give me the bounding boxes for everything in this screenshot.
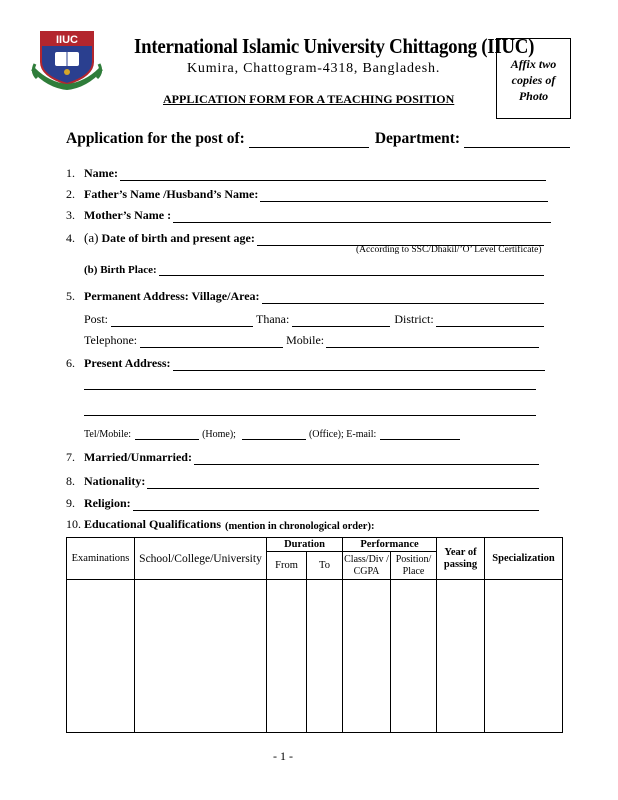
father-label: Father’s Name /Husband’s Name: <box>84 187 259 201</box>
married-row <box>84 450 539 465</box>
birth-place-field[interactable] <box>159 265 544 276</box>
post-office-field[interactable] <box>111 316 253 327</box>
married-field[interactable] <box>194 454 539 465</box>
department-label: Department: <box>374 130 461 147</box>
form-title: APPLICATION FORM FOR A TEACHING POSITION <box>163 92 455 106</box>
perm-address-field[interactable] <box>262 293 544 304</box>
item-number: 2. <box>66 187 75 201</box>
home-label: (Home); <box>202 429 236 440</box>
home-phone-field[interactable] <box>135 430 199 440</box>
education-note: (mention in chronological order): <box>225 521 375 532</box>
photo-box <box>496 38 571 119</box>
present-address-label: Present Address: <box>84 356 171 370</box>
office-phone-field[interactable] <box>242 430 306 440</box>
mobile-field[interactable] <box>326 337 539 348</box>
col-duration: Duration <box>267 538 343 552</box>
table-cell[interactable] <box>307 580 343 733</box>
mother-label: Mother’s Name : <box>84 208 172 222</box>
dob-note: (According to SSC/Dhakil/’O’ Level Certificate) <box>356 245 542 255</box>
post-line <box>66 130 570 148</box>
dob-row <box>84 230 544 246</box>
religion-label: Religion: <box>84 496 131 510</box>
table-cell[interactable] <box>485 580 563 733</box>
university-name: International Islamic University Chittagong (IIUC) <box>134 34 535 58</box>
married-label: Married/Unmarried: <box>84 450 192 464</box>
post-label-addr: Post: <box>84 312 109 326</box>
photo-box-line-2: copies of <box>511 73 556 87</box>
tel-mobile-row <box>84 429 460 440</box>
col-position: Position/ Place <box>391 552 437 580</box>
mobile-label: Mobile: <box>286 333 325 347</box>
education-heading <box>84 517 374 532</box>
dob-label: Date of birth and present age: <box>101 231 255 245</box>
table-cell[interactable] <box>135 580 267 733</box>
item-number: 5. <box>66 289 75 303</box>
item-number: 8. <box>66 474 75 488</box>
table-cell[interactable] <box>67 580 135 733</box>
name-row <box>84 166 546 181</box>
table-cell[interactable] <box>267 580 307 733</box>
post-label: Application for the post of: <box>66 130 245 147</box>
email-field[interactable] <box>380 430 460 440</box>
father-row <box>84 187 548 202</box>
table-cell[interactable] <box>437 580 485 733</box>
birth-place-row <box>84 264 544 276</box>
nationality-label: Nationality: <box>84 474 146 488</box>
name-field[interactable] <box>120 170 546 181</box>
birth-place-label: (b) Birth Place: <box>84 264 157 276</box>
col-to: To <box>307 552 343 580</box>
col-school: School/College/University <box>135 538 267 580</box>
item-number: 3. <box>66 208 75 222</box>
dob-a-label: (a) <box>84 230 99 245</box>
col-specialization: Specialization <box>485 538 563 580</box>
present-address-row <box>84 356 545 371</box>
name-label: Name: <box>84 166 118 180</box>
table-row <box>67 580 563 733</box>
col-year: Year of passing <box>437 538 485 580</box>
present-address-field[interactable] <box>173 360 545 371</box>
item-number: 4. <box>66 231 75 245</box>
tel-mobile-label: Tel/Mobile: <box>84 429 132 440</box>
perm-address-label: Permanent Address: Village/Area: <box>84 289 260 303</box>
mother-field[interactable] <box>173 212 551 223</box>
university-address: Kumira, Chattogram-4318, Bangladesh. <box>187 61 441 76</box>
nationality-field[interactable] <box>147 478 539 489</box>
education-label: Educational Qualifications <box>84 517 222 531</box>
item-number: 7. <box>66 450 75 464</box>
col-class-div: Class/Div / CGPA <box>343 552 391 580</box>
office-email-label: (Office); E-mail: <box>308 429 377 440</box>
mother-row <box>84 208 551 223</box>
district-label: District: <box>394 312 434 326</box>
photo-box-line-1: Affix two <box>510 57 557 71</box>
religion-field[interactable] <box>133 500 539 511</box>
telephone-row <box>84 333 539 348</box>
father-field[interactable] <box>260 191 548 202</box>
post-thana-row <box>84 312 544 327</box>
thana-field[interactable] <box>292 316 390 327</box>
col-from: From <box>267 552 307 580</box>
item-number: 10. <box>66 517 81 531</box>
telephone-field[interactable] <box>140 337 283 348</box>
page-number: - 1 - <box>273 749 293 763</box>
department-field[interactable] <box>464 135 570 148</box>
table-cell[interactable] <box>391 580 437 733</box>
university-logo <box>27 28 107 92</box>
item-number: 1. <box>66 166 75 180</box>
photo-box-line-3: Photo <box>518 89 549 103</box>
present-address-line-2[interactable] <box>84 389 536 390</box>
religion-row <box>84 496 539 511</box>
table-cell[interactable] <box>343 580 391 733</box>
perm-address-row <box>84 289 544 304</box>
col-examinations: Examinations <box>67 538 135 580</box>
item-number: 9. <box>66 496 75 510</box>
logo-text: IIUC <box>56 34 78 46</box>
item-number: 6. <box>66 356 75 370</box>
col-performance: Performance <box>343 538 437 552</box>
district-field[interactable] <box>436 316 544 327</box>
nationality-row <box>84 474 539 489</box>
present-address-line-3[interactable] <box>84 415 536 416</box>
education-table <box>66 537 563 733</box>
thana-label: Thana: <box>256 312 290 326</box>
telephone-label: Telephone: <box>84 333 138 347</box>
post-field[interactable] <box>249 135 369 148</box>
